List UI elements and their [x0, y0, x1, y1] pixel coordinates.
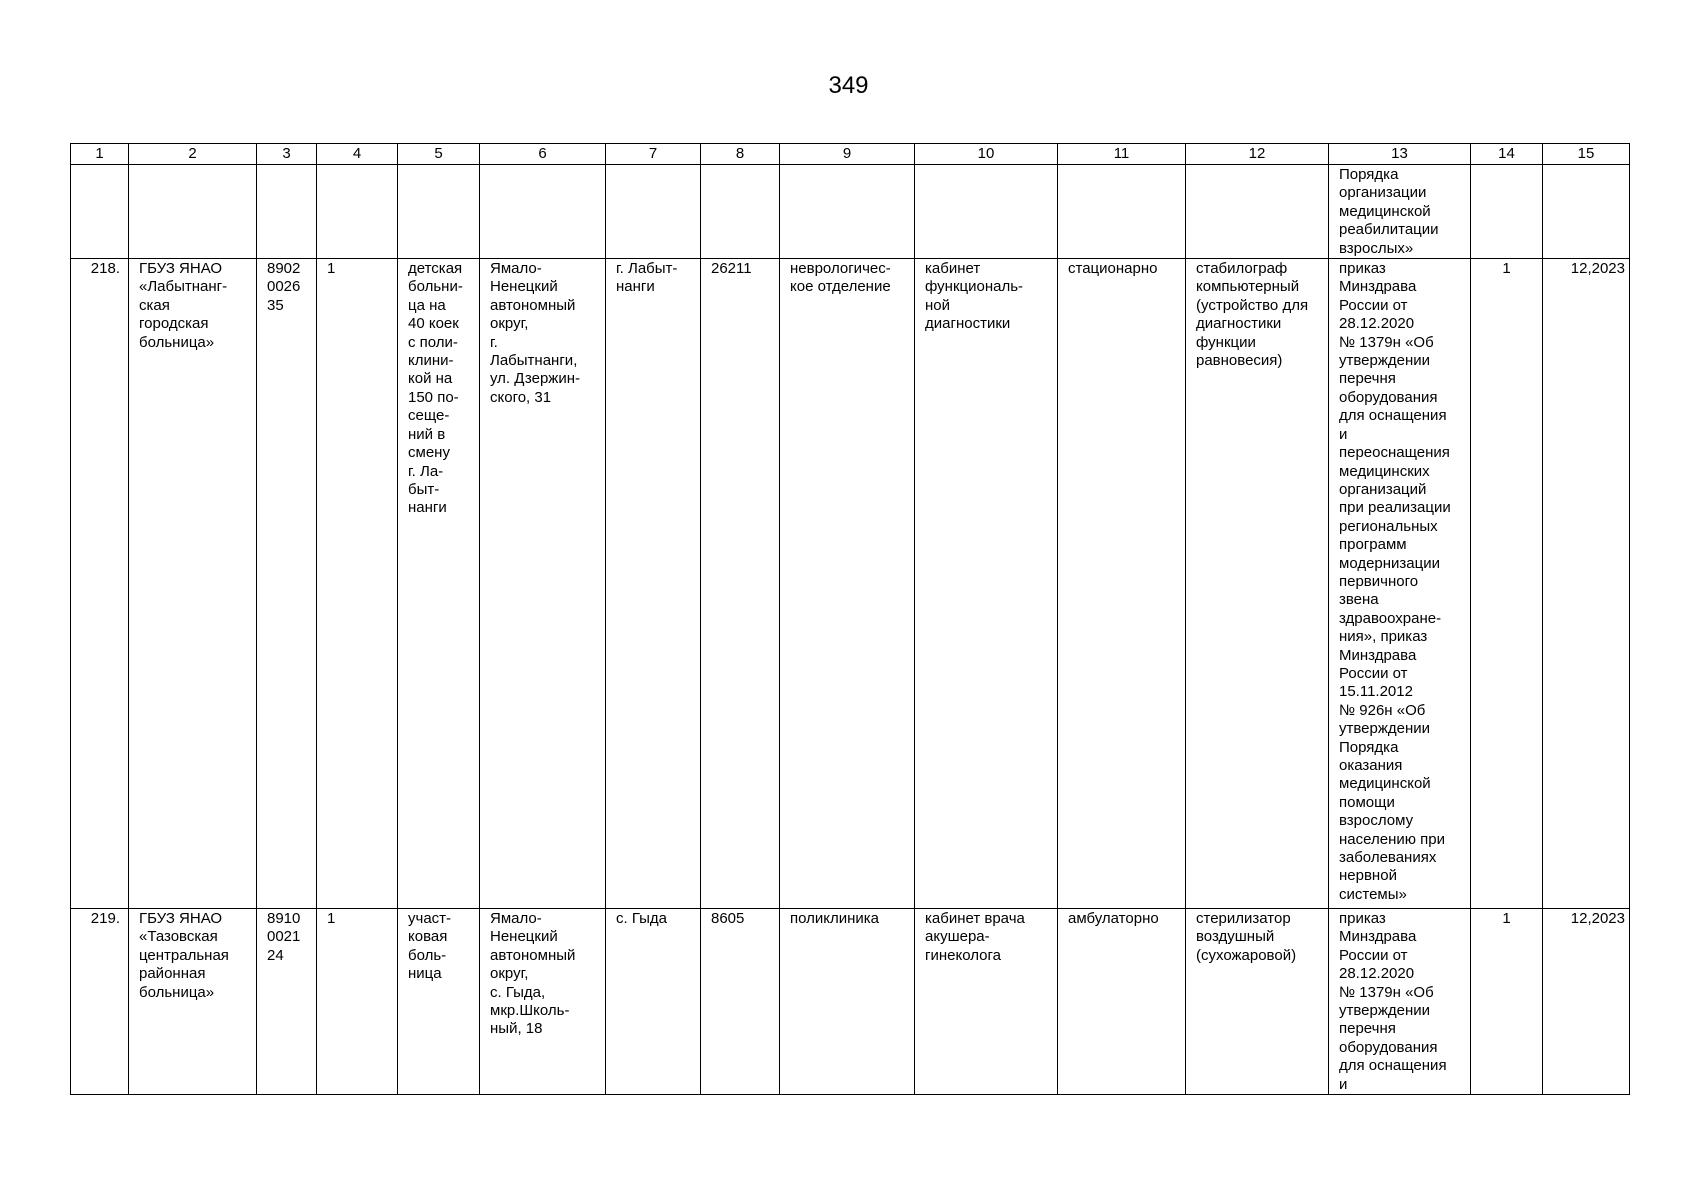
cell-department — [780, 165, 915, 259]
cell-equipment: стерилизатор воздушный (сухожаровой) — [1186, 909, 1329, 1095]
column-number: 13 — [1329, 144, 1471, 165]
cell-care-mode: стационарно — [1058, 259, 1186, 909]
cell-care-mode — [1058, 165, 1186, 259]
cell-code — [257, 165, 317, 259]
cell-legal-basis: Порядка организации медицинской реабилитации взрослых» — [1329, 165, 1471, 259]
cell-organization: ГБУЗ ЯНАО «Тазовская центральная районная больница» — [129, 909, 257, 1095]
column-number: 12 — [1186, 144, 1329, 165]
cell-equipment: стабилограф компьютерный (устройство для диагностики функции равновесия) — [1186, 259, 1329, 909]
column-number-row — [71, 144, 1630, 165]
cell-code: 8902 0026 35 — [257, 259, 317, 909]
cell-equipment — [1186, 165, 1329, 259]
cell-quantity: 1 — [1471, 909, 1543, 1095]
cell-col8: 8605 — [701, 909, 780, 1095]
cell-date: 12,2023 — [1543, 259, 1630, 909]
cell-organization: ГБУЗ ЯНАО «Лабытнанг- ская городская больница» — [129, 259, 257, 909]
cell-code: 8910 0021 24 — [257, 909, 317, 1095]
cell-locality — [606, 165, 701, 259]
column-number: 2 — [129, 144, 257, 165]
column-number: 11 — [1058, 144, 1186, 165]
cell-quantity: 1 — [1471, 259, 1543, 909]
cell-col4: 1 — [317, 259, 398, 909]
column-number: 10 — [915, 144, 1058, 165]
table-row — [71, 259, 1630, 909]
cell-room: кабинет функциональ- ной диагностики — [915, 259, 1058, 909]
cell-quantity — [1471, 165, 1543, 259]
cell-legal-basis-text: приказ Минздрава России от 28.12.2020 № 1379н «Об утверждении перечня оборудования для оснащения и — [1339, 910, 1447, 1093]
cell-col4 — [317, 165, 398, 259]
cell-row-number: 219. — [71, 909, 129, 1095]
column-number: 9 — [780, 144, 915, 165]
cell-locality: г. Лабыт- нанги — [606, 259, 701, 909]
column-number: 15 — [1543, 144, 1630, 165]
page-number: 349 — [828, 72, 869, 99]
cell-col8: 26211 — [701, 259, 780, 909]
cell-address: Ямало- Ненецкий автономный округ, г. Лабытнанги, ул. Дзержин- ского, 31 — [480, 259, 606, 909]
column-number: 14 — [1471, 144, 1543, 165]
column-number: 6 — [480, 144, 606, 165]
table-row — [71, 909, 1630, 1095]
cell-date: 12,2023 — [1543, 909, 1630, 1095]
cell-date — [1543, 165, 1630, 259]
cell-room: кабинет врача акушера- гинеколога — [915, 909, 1058, 1095]
column-number: 1 — [71, 144, 129, 165]
cell-legal-basis: приказ Минздрава России от 28.12.2020 № 1379н «Об утверждении перечня оборудования для оснащения и переоснащения медицинских организаций при реализации региональных программ модернизации первичного звена здравоохране- ния», приказ Минздрава России от 15.11.2012 № 926н «Об утверждении Порядка оказания медицинской помощи взрослому населению при заболеваниях нервной системы» — [1329, 259, 1471, 909]
column-number: 8 — [701, 144, 780, 165]
cell-address: Ямало- Ненецкий автономный округ, с. Гыда, мкр.Школь- ный, 18 — [480, 909, 606, 1095]
cell-care-mode: амбулаторно — [1058, 909, 1186, 1095]
cell-organization — [129, 165, 257, 259]
cell-facility-type: участ- ковая боль- ница — [398, 909, 480, 1095]
cell-department: неврологичес- кое отделение — [780, 259, 915, 909]
column-number: 4 — [317, 144, 398, 165]
cell-col4: 1 — [317, 909, 398, 1095]
table-row-continuation — [71, 165, 1630, 259]
cell-room — [915, 165, 1058, 259]
cell-facility-type: детская больни- ца на 40 коек с поли- клини- кой на 150 по- сеще- ний в смену г. Ла- быт- нанги — [398, 259, 480, 909]
column-number: 3 — [257, 144, 317, 165]
cell-department: поликлиника — [780, 909, 915, 1095]
cell-col8 — [701, 165, 780, 259]
column-number: 5 — [398, 144, 480, 165]
data-table — [70, 143, 1630, 1095]
column-number: 7 — [606, 144, 701, 165]
cell-address — [480, 165, 606, 259]
cell-row-number — [71, 165, 129, 259]
cell-locality: с. Гыда — [606, 909, 701, 1095]
cell-row-number: 218. — [71, 259, 129, 909]
cell-facility-type — [398, 165, 480, 259]
cell-legal-basis — [1329, 909, 1471, 1095]
